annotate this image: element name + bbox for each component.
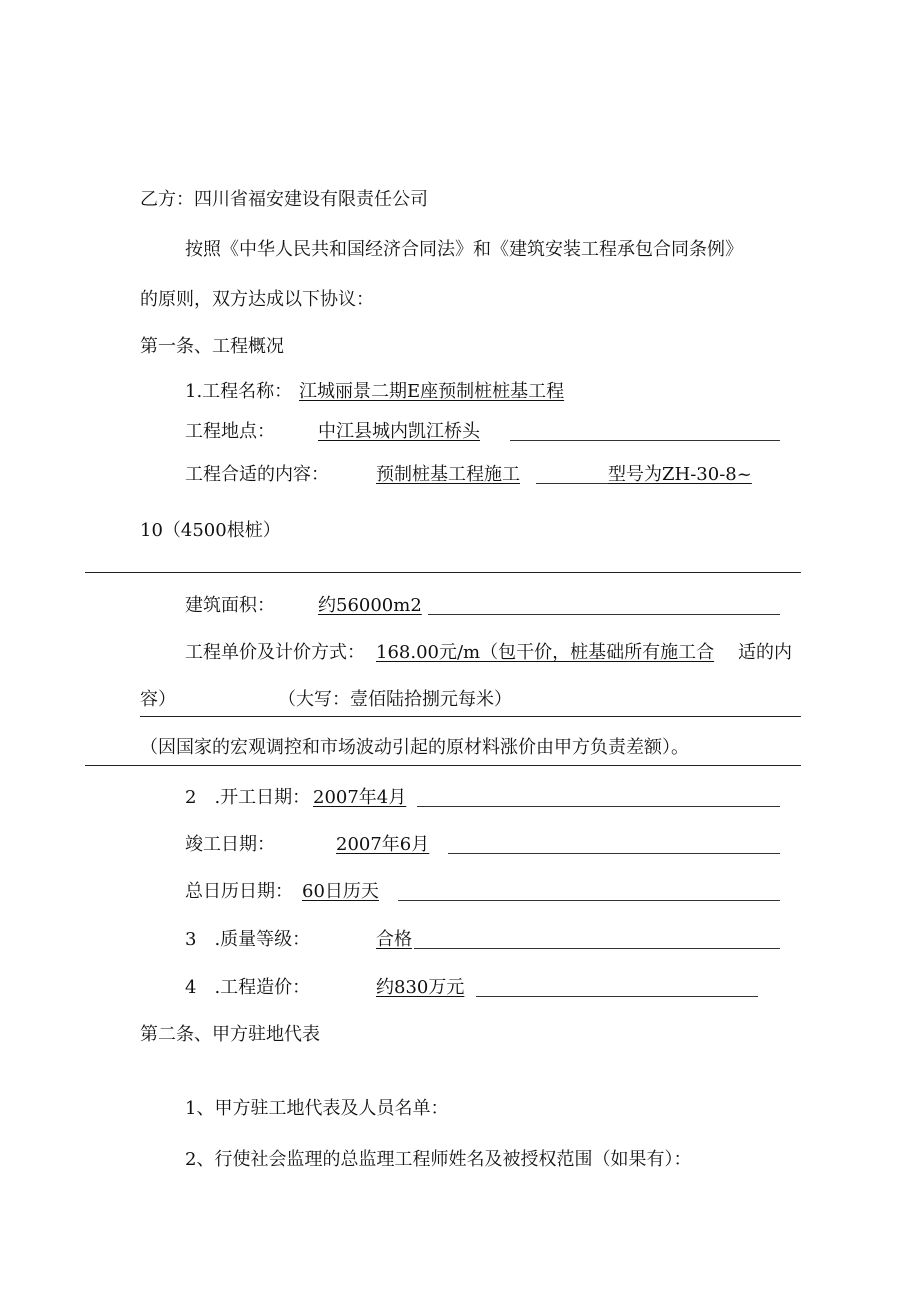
end-date-value: 2007年6月 bbox=[336, 834, 430, 855]
price-continuation: 容） bbox=[140, 689, 176, 710]
party-b-line: 乙方：四川省福安建设有限责任公司 bbox=[140, 189, 428, 210]
total-fill-line bbox=[398, 900, 780, 901]
total-days-label: 总日历日期： bbox=[185, 881, 293, 902]
quality-label: 3 .质量等级： bbox=[185, 929, 311, 950]
model-continuation: 10（4500根桩） bbox=[140, 520, 281, 541]
project-name-label: 1.工程名称： bbox=[185, 381, 293, 402]
content-gap-line bbox=[536, 483, 608, 484]
total-days-value: 60日历天 bbox=[302, 881, 379, 902]
start-date-label: 2 .开工日期： bbox=[185, 787, 311, 808]
cost-label: 4 .工程造价： bbox=[185, 977, 311, 998]
end-fill-line bbox=[448, 853, 780, 854]
area-label: 建筑面积： bbox=[185, 595, 275, 616]
quality-value: 合格 bbox=[376, 929, 412, 950]
cost-value: 约830万元 bbox=[376, 977, 465, 998]
end-date-label: 竣工日期： bbox=[185, 834, 275, 855]
content-label: 工程合适的内容： bbox=[185, 464, 329, 485]
article-2-item-2: 2、行使社会监理的总监理工程师姓名及被授权范围（如果有）： bbox=[185, 1149, 692, 1170]
content-value: 预制桩基工程施工 bbox=[376, 464, 520, 485]
project-name-value: 江城丽景二期E座预制桩桩基工程 bbox=[299, 381, 565, 402]
cost-fill-line bbox=[476, 996, 758, 997]
quality-fill-line bbox=[414, 948, 780, 949]
model-value: 型号为ZH-30-8~ bbox=[608, 464, 752, 485]
location-value: 中江县城内凯江桥头 bbox=[318, 421, 480, 442]
intro-line-1: 按照《中华人民共和国经济合同法》和《建筑安装工程承包合同条例》 bbox=[185, 239, 743, 260]
location-fill-line bbox=[510, 440, 780, 441]
article-2-heading: 第二条、甲方驻地代表 bbox=[140, 1024, 320, 1045]
content-rule bbox=[85, 572, 801, 573]
price-label: 工程单价及计价方式： bbox=[185, 642, 365, 663]
article-1-heading: 第一条、工程概况 bbox=[140, 336, 284, 357]
start-fill-line bbox=[417, 806, 780, 807]
price-value: 168.00元/m（包干价，桩基础所有施工合 bbox=[376, 642, 715, 663]
start-date-value: 2007年4月 bbox=[313, 787, 407, 808]
location-label: 工程地点： bbox=[185, 421, 275, 442]
area-fill-line bbox=[428, 614, 780, 615]
price-capital: （大写：壹佰陆拾捌元每米） bbox=[278, 689, 512, 710]
article-2-item-1: 1、甲方驻工地代表及人员名单： bbox=[185, 1098, 449, 1119]
price-rule bbox=[140, 716, 801, 717]
note-rule bbox=[85, 765, 801, 766]
price-tail: 适的内 bbox=[738, 642, 792, 663]
price-note: （因国家的宏观调控和市场波动引起的原材料涨价由甲方负责差额）。 bbox=[140, 737, 689, 758]
intro-line-2: 的原则，双方达成以下协议： bbox=[140, 289, 374, 310]
area-value: 约56000m2 bbox=[318, 595, 422, 616]
